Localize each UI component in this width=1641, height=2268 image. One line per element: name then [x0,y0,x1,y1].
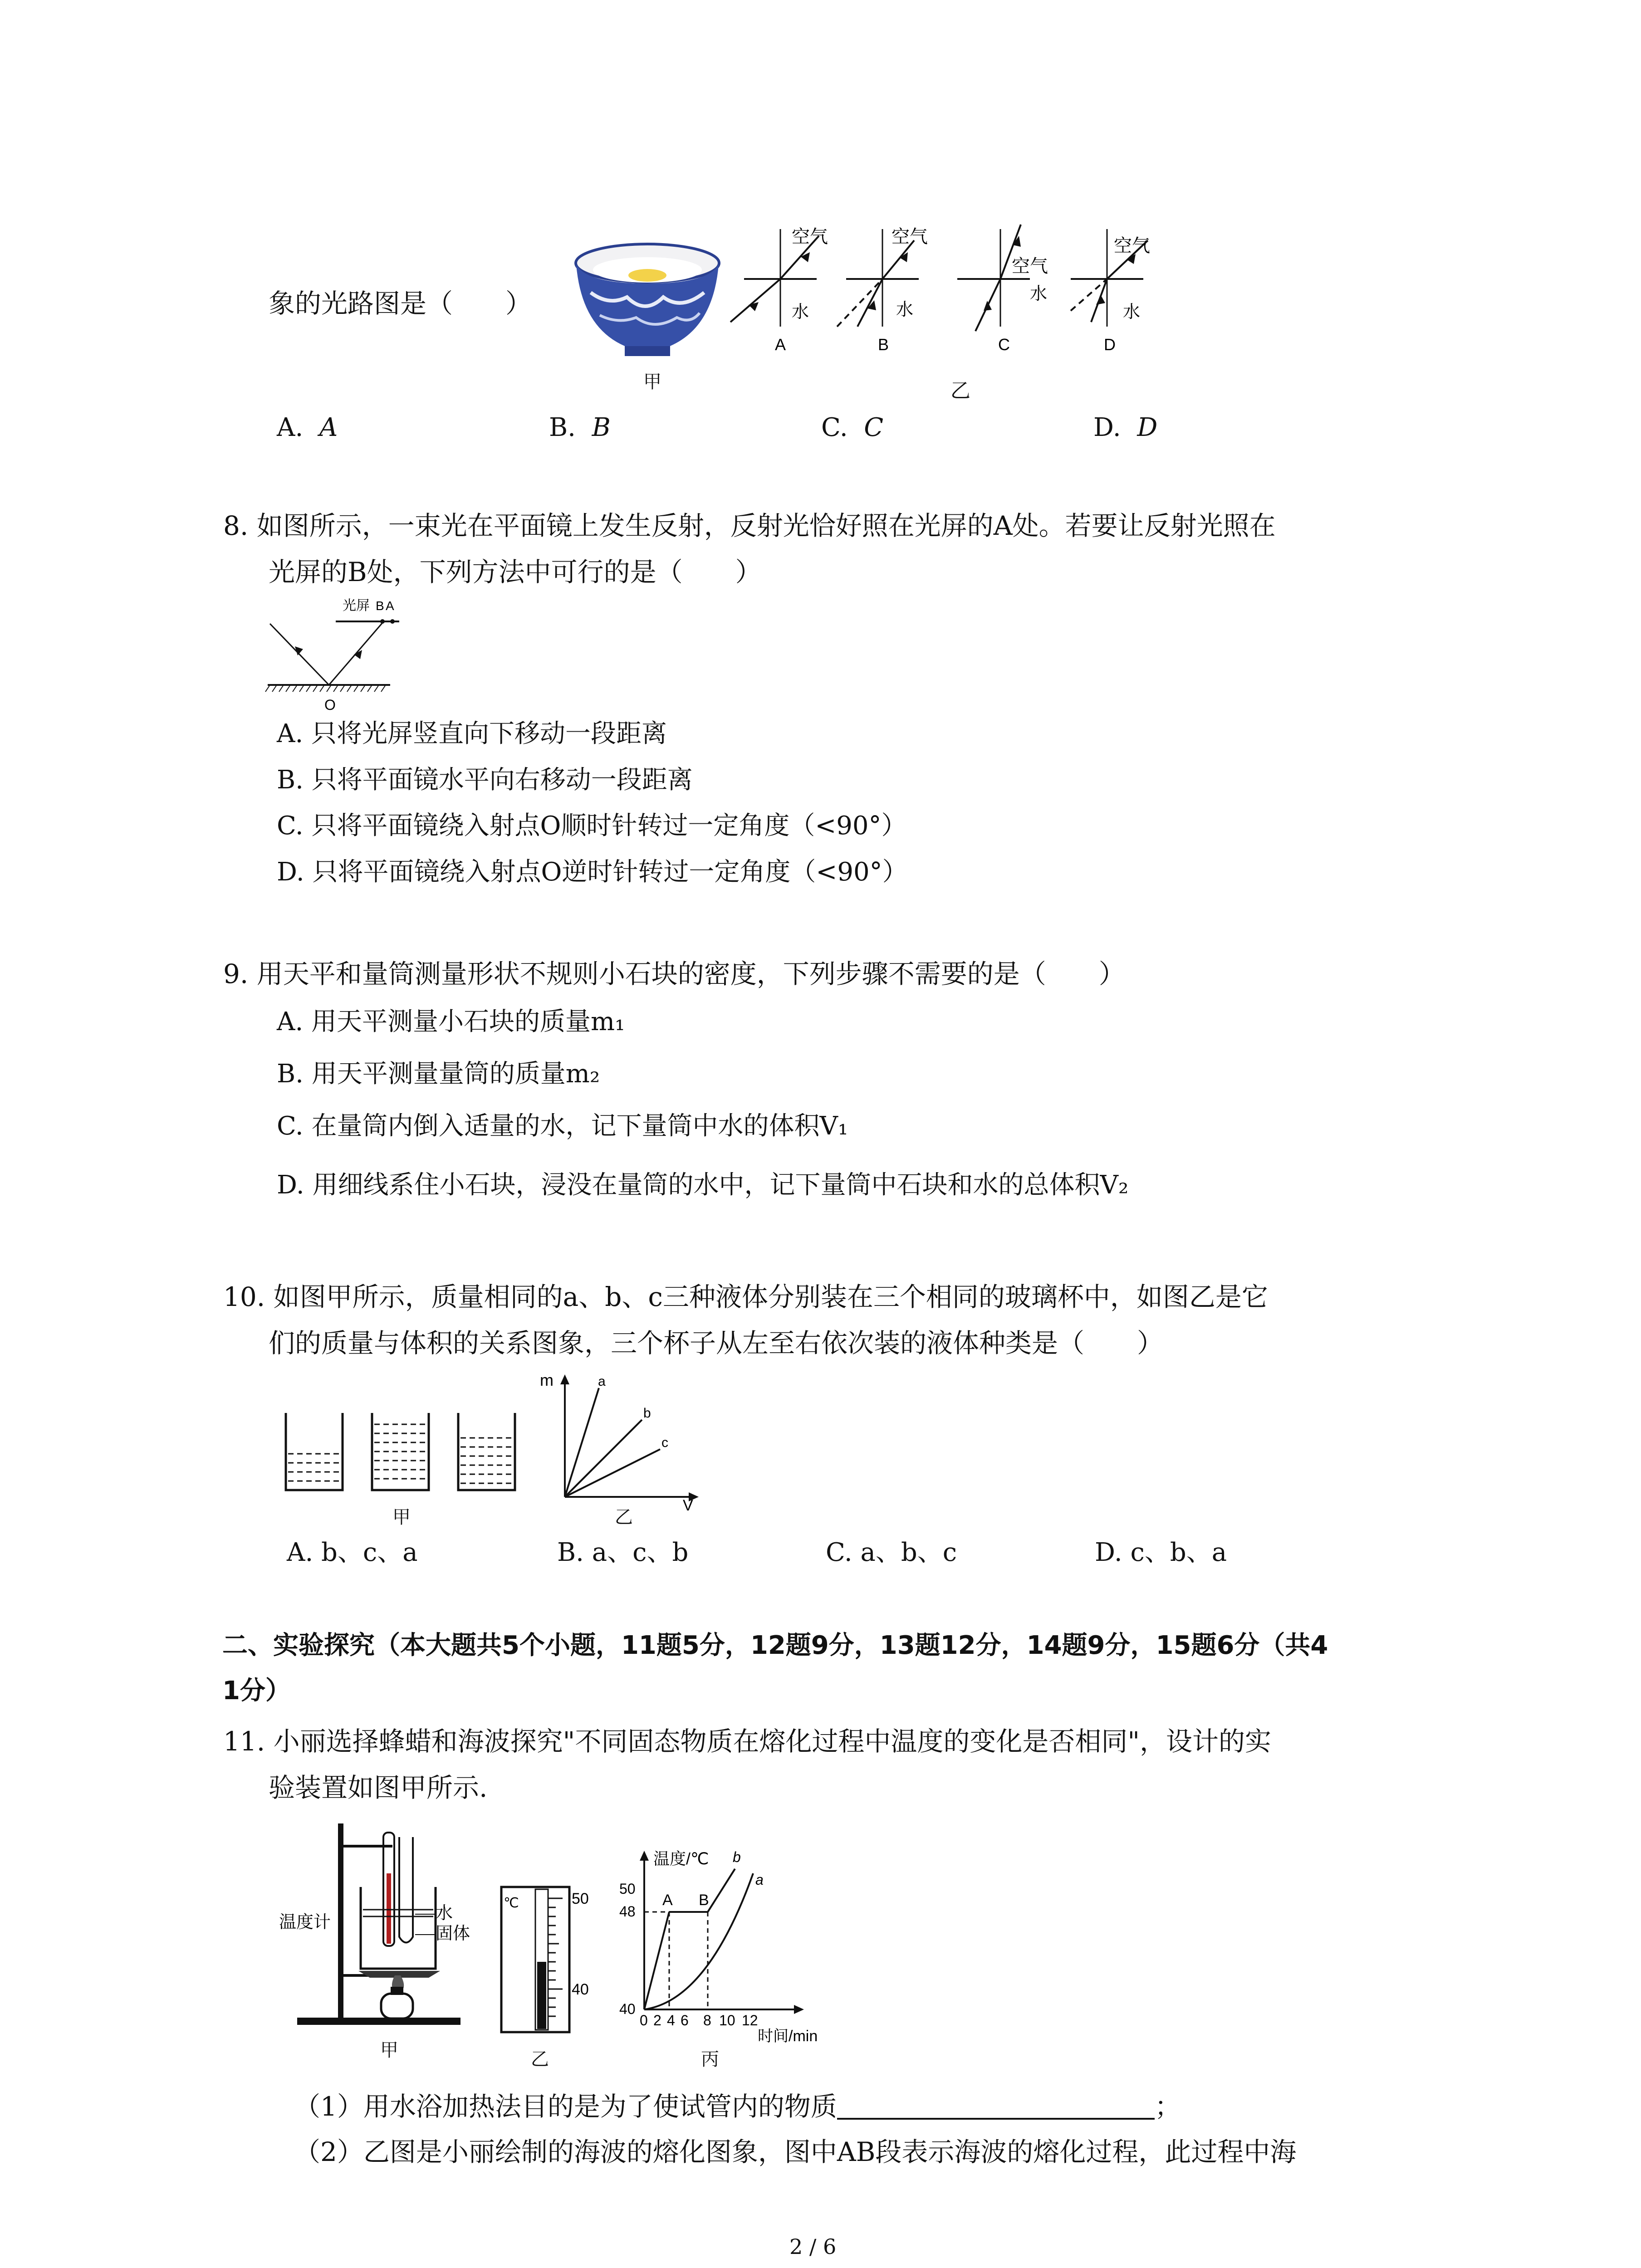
q7-option-c: C. C [821,413,884,442]
panel-b-label: B [878,335,889,354]
three-cups-figure [284,1411,519,1501]
q7-fig-yi: 乙 [950,380,970,402]
q9-line1: 9. 用天平和量筒测量形状不规则小石块的密度，下列步骤不需要的是（ ） [223,958,1125,989]
q11-fig-bing: 丙 [701,2049,719,2069]
thermometer-scale [499,1885,603,2034]
graph-xtick-12: 12 [742,2012,758,2028]
q8-line2: 光屏的B处，下列方法中可行的是（ ） [269,557,762,587]
graph-xtick-6: 6 [681,2012,689,2028]
thermo-unit: ℃ [504,1896,519,1911]
q8-option-d: D. 只将平面镜绕入射点O逆时针转过一定角度（<90°） [277,857,908,887]
q7-fig-jia: 甲 [643,372,661,392]
panel-c-label: C [998,335,1010,354]
q8-option-b: B. 只将平面镜水平向右移动一段距离 [277,765,693,795]
graph-xtick-4: 4 [667,2012,675,2028]
graph-xtick-0: 0 [640,2012,648,2028]
point-o-label: O [324,697,336,713]
q11-sub1: （1）用水浴加热法目的是为了使试管内的物质 ； [294,2091,1181,2122]
q11-fig-yi: 乙 [531,2049,549,2069]
graph-ytick-40: 40 [619,2001,636,2017]
q10-option-b: B. a、c、b [557,1538,689,1567]
graph-ytick-48: 48 [619,1903,636,1920]
q8-line1: 8. 如图所示，一束光在平面镜上发生反射，反射光恰好照在光屏的A处。若要让反射光照在 [223,510,1276,541]
temperature-time-graph [617,1842,830,2050]
graph-curve-b: b [733,1849,741,1865]
q8-option-c: C. 只将平面镜绕入射点O顺时针转过一定角度（<90°） [277,811,907,841]
q10-option-c: C. a、b、c [826,1538,957,1567]
q10-fig-jia: 甲 [392,1507,411,1527]
curve-a-label: a [598,1374,606,1389]
q9-option-a: A. 用天平测量小石块的质量m₁ [277,1007,625,1036]
thermometer-label: 温度计 [279,1913,331,1932]
panel-c [957,225,1030,331]
section2-heading-line1: 二、实验探究（本大题共5个小题，11题5分，12题9分，13题12分，14题9分，15题6分（共4 [222,1631,1328,1660]
curve-b-label: b [643,1406,651,1421]
q9-option-b: B. 用天平测量量筒的质量m₂ [277,1059,600,1089]
water-label: 水 [436,1904,453,1923]
point-a-label: A [386,599,394,613]
thermo-tick-40: 40 [572,1981,589,1998]
panel-d-water: 水 [1123,303,1141,322]
bowl-figure [573,238,722,374]
light-path-panels [721,222,1184,358]
panel-c-air: 空气 [1012,256,1048,276]
panel-b-water: 水 [896,300,914,319]
axis-v-label: V [683,1497,693,1514]
curve-c-label: c [661,1435,668,1450]
q7-stem-tail: 象的光路图是（ ） [269,288,532,319]
graph-curve-a: a [755,1872,764,1888]
graph-xtick-2: 2 [653,2012,661,2028]
mass-volume-graph [540,1365,703,1515]
q11-sub1-blank[interactable] [837,2094,1155,2120]
q9-option-c: C. 在量筒内倒入适量的水，记下量筒中水的体积V₁ [277,1111,848,1141]
water-bath-apparatus [279,1819,479,2037]
graph-xlabel: 时间/min [758,2028,818,2045]
q8-option-a: A. 只将光屏竖直向下移动一段距离 [277,719,667,748]
solid-label: 固体 [436,1924,470,1943]
q9-option-d: D. 用细线系住小石块，浸没在量筒的水中，记下量筒中石块和水的总体积V₂ [277,1170,1129,1200]
panel-b-air: 空气 [892,227,928,247]
q11-sub2: （2）乙图是小丽绘制的海波的熔化图象，图中AB段表示海波的熔化过程，此过程中海 [294,2136,1297,2167]
screen-label: 光屏 [343,598,370,613]
graph-ylabel: 温度/℃ [653,1849,709,1868]
q7-option-d: D. D [1093,413,1158,442]
point-b-label: B [376,599,384,613]
q10-line2: 们的质量与体积的关系图象，三个杯子从左至右依次装的液体种类是（ ） [269,1328,1164,1359]
graph-ytick-50: 50 [619,1881,636,1897]
section2-heading-line2: 1分） [222,1676,291,1706]
thermo-tick-50: 50 [572,1890,589,1907]
q10-option-a: A. b、c、a [287,1538,418,1567]
q7-option-a: A. A [277,413,338,442]
graph-xtick-8: 8 [703,2012,711,2028]
panel-a-air: 空气 [792,227,828,247]
panel-d-air: 空气 [1114,236,1150,256]
q11-line1: 11. 小丽选择蜂蜡和海波探究"不同固态物质在熔化过程中温度的变化是否相同"，设计的实 [223,1726,1272,1757]
panel-a-water: 水 [792,303,809,322]
graph-xtick-10: 10 [719,2012,735,2028]
q10-line1: 10. 如图甲所示，质量相同的a、b、c三种液体分别装在三个相同的玻璃杯中，如图乙是它 [223,1281,1268,1312]
graph-point-a: A [662,1892,673,1909]
panel-a-label: A [775,335,786,354]
mirror-reflection-figure [268,596,399,714]
q10-option-d: D. c、b、a [1095,1538,1227,1567]
q11-line2: 验装置如图甲所示. [269,1772,488,1803]
page-number: 2 / 6 [789,2234,837,2259]
panel-d-label: D [1104,335,1116,354]
q10-fig-yi: 乙 [615,1507,633,1527]
q11-fig-jia: 甲 [380,2040,398,2060]
q7-option-b: B. B [549,413,611,442]
panel-c-water: 水 [1030,284,1048,303]
axis-m-label: m [540,1371,554,1389]
graph-point-b: B [699,1892,709,1909]
